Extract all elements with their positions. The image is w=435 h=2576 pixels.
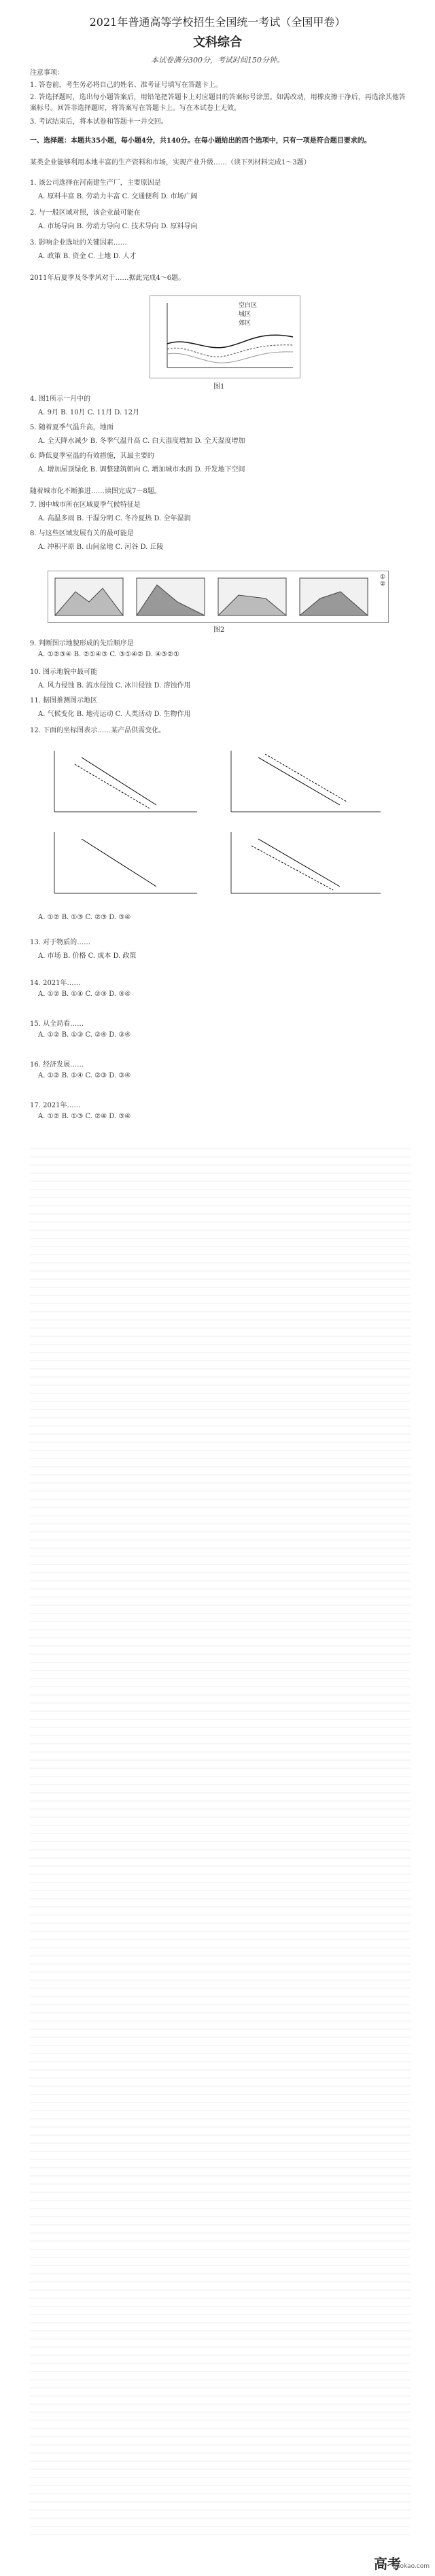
subject-title: 文科综合 bbox=[193, 35, 242, 50]
notice-3: 3. 考试结束后，将本试卷和答题卡一并交回。 bbox=[30, 118, 168, 126]
q8: 8. 与这些区域发展有关的最可能是 bbox=[30, 530, 134, 537]
q12-graph-2 bbox=[231, 751, 381, 812]
figure-2-box bbox=[48, 571, 389, 623]
figure-1-legend-3: 郊区 bbox=[239, 320, 251, 327]
q9-options: A. ①②③④ B. ②①④③ C. ③①④② D. ④③②① bbox=[38, 651, 179, 658]
q12-graphs bbox=[41, 744, 394, 907]
q12-graphs-svg bbox=[41, 744, 394, 907]
passage-2: 2011年后夏季及冬季风对于……据此完成4～6题。 bbox=[30, 274, 186, 282]
figure-2-legend-1: ① bbox=[379, 574, 385, 581]
q15-options: A. ①② B. ①③ C. ②④ D. ③④ bbox=[38, 1031, 131, 1039]
q4: 4. 图1所示一月中的 bbox=[30, 395, 91, 403]
q16: 16. 经济发展…… bbox=[30, 1061, 84, 1069]
figure-2-legend-2: ② bbox=[379, 581, 385, 588]
q3-options: A. 政策 B. 资金 C. 土地 D. 人才 bbox=[38, 253, 137, 260]
q17: 17. 2021年…… bbox=[30, 1102, 81, 1109]
q10: 10. 图示地貌中最可能 bbox=[30, 668, 98, 676]
figure-1-box bbox=[150, 296, 300, 378]
q11-options: A. 气候变化 B. 地壳运动 C. 人类活动 D. 生物作用 bbox=[38, 711, 191, 718]
figure-1-chart bbox=[150, 296, 300, 378]
q5: 5. 随着夏季气温升高，地面 bbox=[30, 424, 114, 431]
q13: 13. 对于物质的…… bbox=[30, 939, 91, 946]
watermark-site: gaokao.com bbox=[392, 2563, 430, 2570]
q4-options: A. 9月 B. 10月 C. 11月 D. 12月 bbox=[38, 409, 140, 416]
q5-options: A. 全天降水减少 B. 冬季气温升高 C. 白天湿度增加 D. 全天湿度增加 bbox=[38, 437, 245, 445]
q13-options: A. 市场 B. 价格 C. 成本 D. 政策 bbox=[38, 952, 137, 960]
q12-graph-3 bbox=[54, 832, 197, 893]
q10-options: A. 风力侵蚀 B. 流水侵蚀 C. 冰川侵蚀 D. 溶蚀作用 bbox=[38, 682, 191, 690]
q12-graph-1 bbox=[54, 751, 197, 812]
figure-1-legend-1: 空白区 bbox=[239, 302, 258, 309]
passage-3: 随着城市化不断推进……读图完成7～8题。 bbox=[30, 488, 161, 495]
q3: 3. 影响企业选址的关键因素…… bbox=[30, 239, 127, 247]
figure-1-legend-2: 城区 bbox=[239, 311, 251, 318]
q15: 15. 从全局看…… bbox=[30, 1020, 84, 1028]
notice-1: 1. 答卷前，考生务必将自己的姓名、准考证号填写在答题卡上。 bbox=[30, 82, 222, 89]
q17-options: A. ①② B. ①③ C. ②④ D. ③④ bbox=[38, 1113, 131, 1120]
q7-options: A. 高温多雨 B. 干湿分明 C. 冬冷夏热 D. 全年湿润 bbox=[38, 515, 191, 522]
notice-2: 2. 答选择题时，选出每小题答案后，用铅笔把答题卡上对应题目的答案标号涂黑。如需改动，用橡皮擦干净后，再选涂其他答案标号。回答非选择题时，将答案写在答题卡上。写在本试卷上无效。 bbox=[30, 94, 406, 112]
exam-title: 2021年普通高等学校招生全国统一考试（全国甲卷） bbox=[89, 16, 346, 29]
q1: 1. 该公司选择在河南建生产厂，主要原因是 bbox=[30, 179, 161, 187]
q2-options: A. 市场导向 B. 劳动力导向 C. 技术导向 D. 原料导向 bbox=[38, 223, 198, 230]
figure-2-caption: 图2 bbox=[213, 626, 225, 634]
q8-options: A. 冲积平原 B. 山间盆地 C. 河谷 D. 丘陵 bbox=[38, 543, 164, 551]
q6-options: A. 增加屋顶绿化 B. 调整建筑朝向 C. 增加城市水面 D. 开发地下空间 bbox=[38, 466, 245, 473]
figure-1-legend bbox=[239, 300, 257, 327]
q9: 9. 判断图示地貌形成的先后顺序是 bbox=[30, 640, 134, 647]
notice-title: 注意事项： bbox=[30, 69, 64, 77]
figure-2-diagrams bbox=[48, 571, 388, 622]
q1-options: A. 原料丰富 B. 劳动力丰富 C. 交通便利 D. 市场广阔 bbox=[38, 193, 198, 200]
watermark-logo: 高考 bbox=[374, 2555, 401, 2572]
q14-options: A. ①② B. ①④ C. ②③ D. ③④ bbox=[38, 990, 131, 998]
q12: 12. 下面的坐标图表示……某产品供需变化。 bbox=[30, 727, 166, 734]
q7: 7. 图中城市所在区域夏季气候特征是 bbox=[30, 501, 141, 509]
figure-1-caption: 图1 bbox=[213, 383, 225, 391]
q14: 14. 2021年…… bbox=[30, 980, 81, 987]
q16-options: A. ①② B. ①④ C. ②③ D. ③④ bbox=[38, 1072, 131, 1079]
section-one-title: 一、选择题：本题共35小题，每小题4分，共140分。在每小题给出的四个选项中，只有一项是符合题目要求的。 bbox=[30, 137, 371, 145]
q2: 2. 与一般区域对照，该企业最可能在 bbox=[30, 209, 141, 217]
q12-options: A. ①② B. ①③ C. ②③ D. ③④ bbox=[38, 914, 131, 921]
q12-graph-4 bbox=[231, 832, 381, 893]
document-body-continuation bbox=[30, 1141, 411, 2541]
q11: 11. 据图推测图示地区 bbox=[30, 697, 98, 704]
figure-2-legend bbox=[380, 574, 385, 588]
q6: 6. 降低夏季室温的有效措施，其最主要的 bbox=[30, 452, 154, 460]
site-watermark bbox=[347, 2553, 428, 2572]
passage-1: 某类企业能够利用本地丰富的生产资料和市场，实现产业升级……（读下列材料完成1～3题） bbox=[30, 159, 311, 166]
exam-meta: 本试卷满分300分，考试时间150分钟。 bbox=[151, 56, 284, 65]
